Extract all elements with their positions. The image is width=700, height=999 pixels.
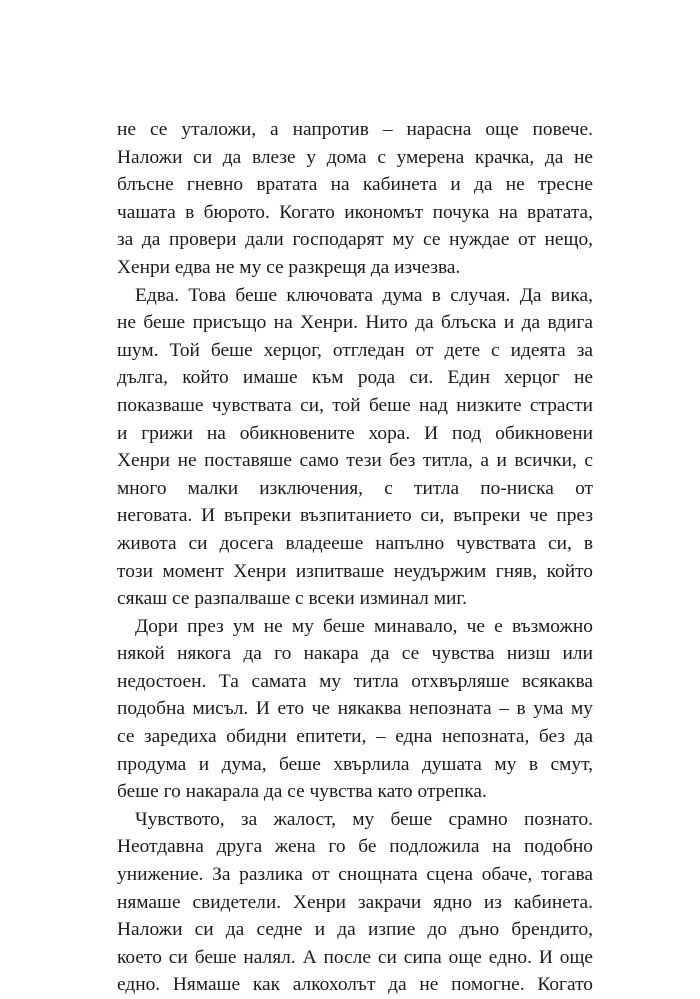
text-line: Наложи си да влезе у дома с умерена крачка, да не <box>117 146 593 168</box>
paragraph-1 <box>117 116 593 282</box>
text-line: шум. Той беше херцог, отгледан от дете с идеята за <box>117 339 593 361</box>
page-text <box>117 116 593 999</box>
text-line: нямаше свидетели. Хенри закрачи ядно из кабинета. <box>117 891 593 913</box>
text-line: Чувството, за жалост, му беше срамно познато. <box>135 808 593 830</box>
text-line: неговата. И въпреки възпитанието си, въпреки че през <box>117 505 593 527</box>
text-line: недостоен. Та самата му титла отхвърляше всякаква <box>117 670 593 692</box>
paragraph-3 <box>117 613 593 806</box>
text-line: този момент Хенри изпитваше неудържим гняв, който <box>117 560 593 582</box>
text-line: блъсне гневно вратата на кабинета и да не тресне <box>117 174 593 196</box>
text-line: беше го накарала да се чувства като отрепка. <box>117 781 487 803</box>
text-line: някой някога да го накара да се чувства низш или <box>117 643 593 665</box>
text-line: се заредиха обидни епитети, – една непозната, без да <box>117 726 593 748</box>
text-line: Наложи си да седне и да изпие до дъно брендито, <box>117 919 593 941</box>
text-line: което си беше налял. А после си сипа още едно. И още <box>117 946 593 968</box>
text-line: подобна мисъл. И ето че някаква непозната – в ума му <box>117 698 593 720</box>
text-line: много малки изключения, с титла по-ниска от <box>117 477 593 499</box>
text-line: сякаш се разпалваше с всеки изминал миг. <box>117 588 467 610</box>
text-line: Хенри едва не му се разкрещя да изчезва. <box>117 256 461 278</box>
text-line: унижение. За разлика от снощната сцена обаче, тогава <box>117 864 593 886</box>
text-line: живота си досега владееше напълно чувствата си, в <box>117 532 593 554</box>
text-line: едно. Нямаше как алкохолът да не помогне. Когато <box>117 974 593 996</box>
text-line: Хенри не поставяше само тези без титла, а и всички, с <box>117 450 593 472</box>
text-line: Едва. Това беше ключовата дума в случая. Да вика, <box>135 284 593 306</box>
text-line: Дори през ум не му беше минавало, че е възможно <box>135 615 593 637</box>
text-line: не беше присъщо на Хенри. Нито да блъска и да вдига <box>117 312 593 334</box>
paragraph-2 <box>117 282 593 613</box>
paragraph-4 <box>117 806 593 999</box>
text-line: Неотдавна друга жена го бе подложила на подобно <box>117 836 593 858</box>
text-line: не се уталожи, а напротив – нарасна още повече. <box>117 119 593 140</box>
text-line: продума и дума, беше хвърлила душата му в смут, <box>117 753 593 775</box>
text-line: показваше чувствата си, той беше над низките страсти <box>117 394 593 416</box>
text-line: и грижи на обикновените хора. И под обикновени <box>117 422 593 444</box>
text-line: чашата в бюрото. Когато икономът почука на вратата, <box>117 201 593 223</box>
text-line: дълга, който имаше към рода си. Един херцог не <box>117 367 593 389</box>
text-line: за да провери дали господарят му се нуждае от нещо, <box>117 229 593 251</box>
